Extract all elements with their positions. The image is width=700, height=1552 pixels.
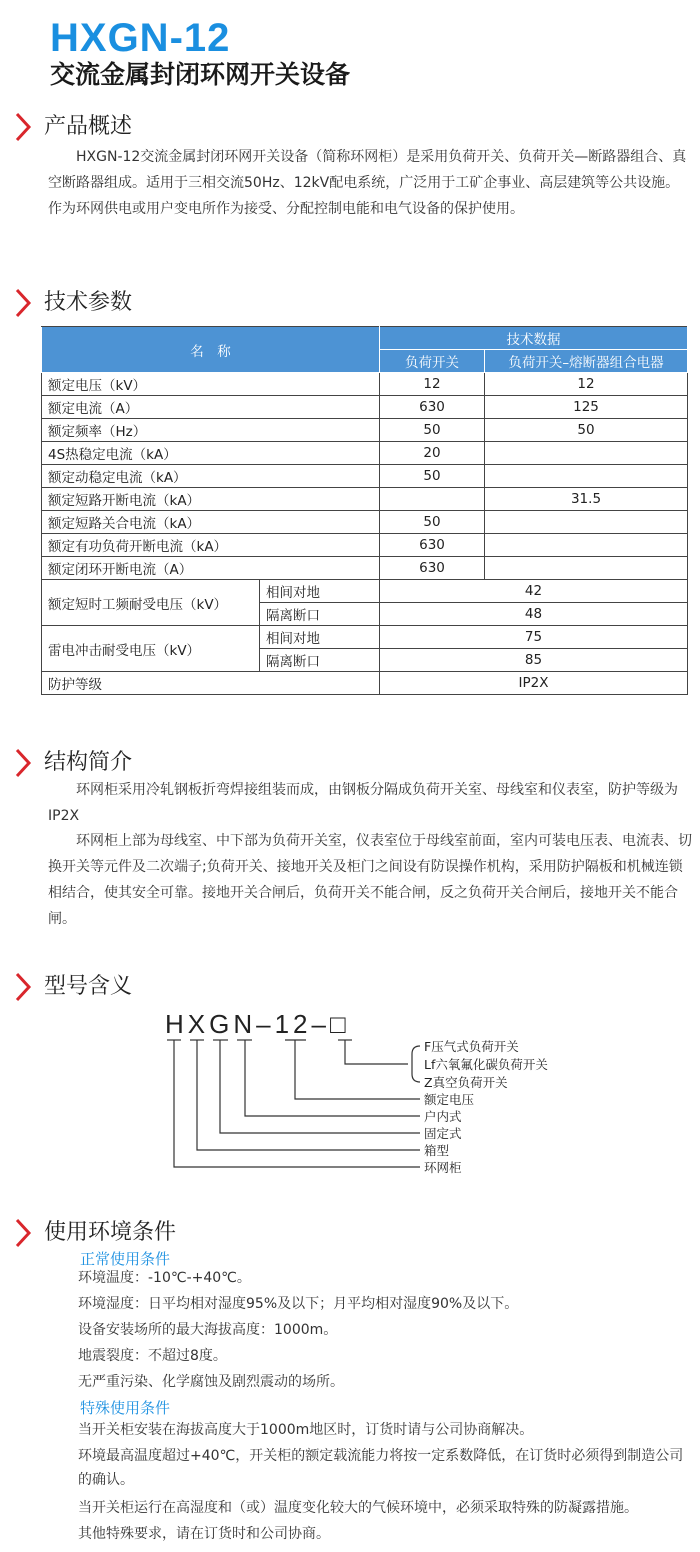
normal-condition-line: 环境湿度：日平均相对湿度95%及以下；月平均相对湿度90%及以下。 <box>78 1296 519 1312</box>
row-value: 20 <box>380 442 485 465</box>
model-code: HXGN–12–□ <box>165 1009 350 1039</box>
section-title: 技术参数 <box>44 290 133 315</box>
product-subtitle: 交流金属封闭环网开关设备 <box>50 60 351 89</box>
row-name: 额定频率（Hz） <box>42 419 380 442</box>
section-title: 型号含义 <box>44 974 133 999</box>
section-title: 结构简介 <box>44 750 133 775</box>
model-ring: 环网柜 <box>424 1160 462 1175</box>
row-value: 630 <box>380 557 485 580</box>
row-sublabel: 隔离断口 <box>260 603 380 626</box>
section-title: 产品概述 <box>44 114 133 139</box>
structure-paragraph-1: 环网柜采用冷轧钢板折弯焊接组装而成，由钢板分隔成负荷开关室、母线室和仪表室，防护等级为IP2X <box>48 782 678 824</box>
row-value: 12 <box>485 373 688 396</box>
row-value: 50 <box>380 465 485 488</box>
row-name: 额定动稳定电流（kA） <box>42 465 380 488</box>
header-data: 技术数据 <box>380 327 688 350</box>
special-condition-line: 当开关柜运行在高湿度和（或）温度变化较大的气候环境中，必须采取特殊的防凝露措施。 <box>78 1500 638 1516</box>
header-name: 名 称 <box>42 327 380 373</box>
row-sublabel: 隔离断口 <box>260 649 380 672</box>
model-rated-voltage: 额定电压 <box>424 1092 475 1107</box>
row-value: 31.5 <box>485 488 688 511</box>
model-indoor: 户内式 <box>424 1109 462 1124</box>
row-name: 额定短路开断电流（kA） <box>42 488 380 511</box>
row-name: 4S热稳定电流（kA） <box>42 442 380 465</box>
normal-condition-line: 环境温度：-10℃-+40℃。 <box>78 1270 251 1286</box>
row-value: 50 <box>380 419 485 442</box>
row-value: 50 <box>485 419 688 442</box>
row-name: 额定闭环开断电流（A） <box>42 557 380 580</box>
header-load-switch: 负荷开关 <box>380 350 485 373</box>
model-box: 箱型 <box>424 1143 450 1158</box>
special-conditions-title: 特殊使用条件 <box>80 1399 171 1417</box>
row-value: 630 <box>380 534 485 557</box>
section-environment-header <box>10 1216 176 1250</box>
row-name: 额定有功负荷开断电流（kA） <box>42 534 380 557</box>
model-fixed: 固定式 <box>424 1126 462 1141</box>
special-condition-line: 其他特殊要求，请在订货时和公司协商。 <box>78 1526 330 1542</box>
row-name: 额定短路关合电流（kA） <box>42 511 380 534</box>
section-title: 使用环境条件 <box>44 1220 177 1245</box>
row-name: 额定短时工频耐受电压（kV） <box>42 580 260 626</box>
row-value: 42 <box>380 580 688 603</box>
model-option-z: Z真空负荷开关 <box>424 1075 508 1090</box>
row-value: 85 <box>380 649 688 672</box>
overview-text: HXGN-12交流金属封闭环网开关设备（简称环网柜）是采用负荷开关、负荷开关—断路器组合、真空断路器组成。适用于三相交流50Hz、12kV配电系统，广泛用于工矿企事业、高层建筑等公共设施。作为环网供电或用户变电所作为接受、分配控制电能和电气设备的保护使用。 <box>48 149 687 217</box>
row-value: 125 <box>485 396 688 419</box>
row-value: 48 <box>380 603 688 626</box>
row-value: 50 <box>380 511 485 534</box>
row-name: 防护等级 <box>42 672 380 695</box>
chevron-right-icon <box>10 1216 36 1250</box>
row-name: 额定电流（A） <box>42 396 380 419</box>
model-option-lf: Lf六氧氟化碳负荷开关 <box>424 1057 548 1072</box>
row-sublabel: 相间对地 <box>260 580 380 603</box>
row-value: 75 <box>380 626 688 649</box>
model-option-f: F压气式负荷开关 <box>424 1039 519 1054</box>
row-name: 额定电压（kV） <box>42 373 380 396</box>
row-sublabel: 相间对地 <box>260 626 380 649</box>
normal-condition-line: 设备安装场所的最大海拔高度：1000m。 <box>78 1322 338 1338</box>
special-condition-line: 环境最高温度超过+40℃，开关柜的额定载流能力将按一定系数降低，在订货时必须得到制造公司的确认。 <box>78 1448 684 1488</box>
normal-condition-line: 无严重污染、化学腐蚀及剧烈震动的场所。 <box>78 1374 344 1390</box>
special-condition-line: 当开关柜安装在海拔高度大于1000m地区时，订货时请与公司协商解决。 <box>78 1422 534 1438</box>
structure-paragraph-2: 环网柜上部为母线室、中下部为负荷开关室，仪表室位于母线室前面，室内可装电压表、电流表、切换开关等元件及二次端子;负荷开关、接地开关及柜门之间设有防误操作机构，采用防护隔板和机械连锁相结合，使其安全可靠。接地开关合闸后，负荷开关不能合闸，反之负荷开关合闸后，接地开关不能合闸。 <box>48 833 692 927</box>
normal-conditions-title: 正常使用条件 <box>80 1250 171 1268</box>
row-value: 12 <box>380 373 485 396</box>
normal-condition-line: 地震裂度：不超过8度。 <box>78 1348 227 1364</box>
row-value: 630 <box>380 396 485 419</box>
product-title: HXGN-12 <box>50 16 231 60</box>
row-name: 雷电冲击耐受电压（kV） <box>42 626 260 672</box>
header-combo: 负荷开关–熔断器组合电器 <box>485 350 688 373</box>
row-value: IP2X <box>380 672 688 695</box>
